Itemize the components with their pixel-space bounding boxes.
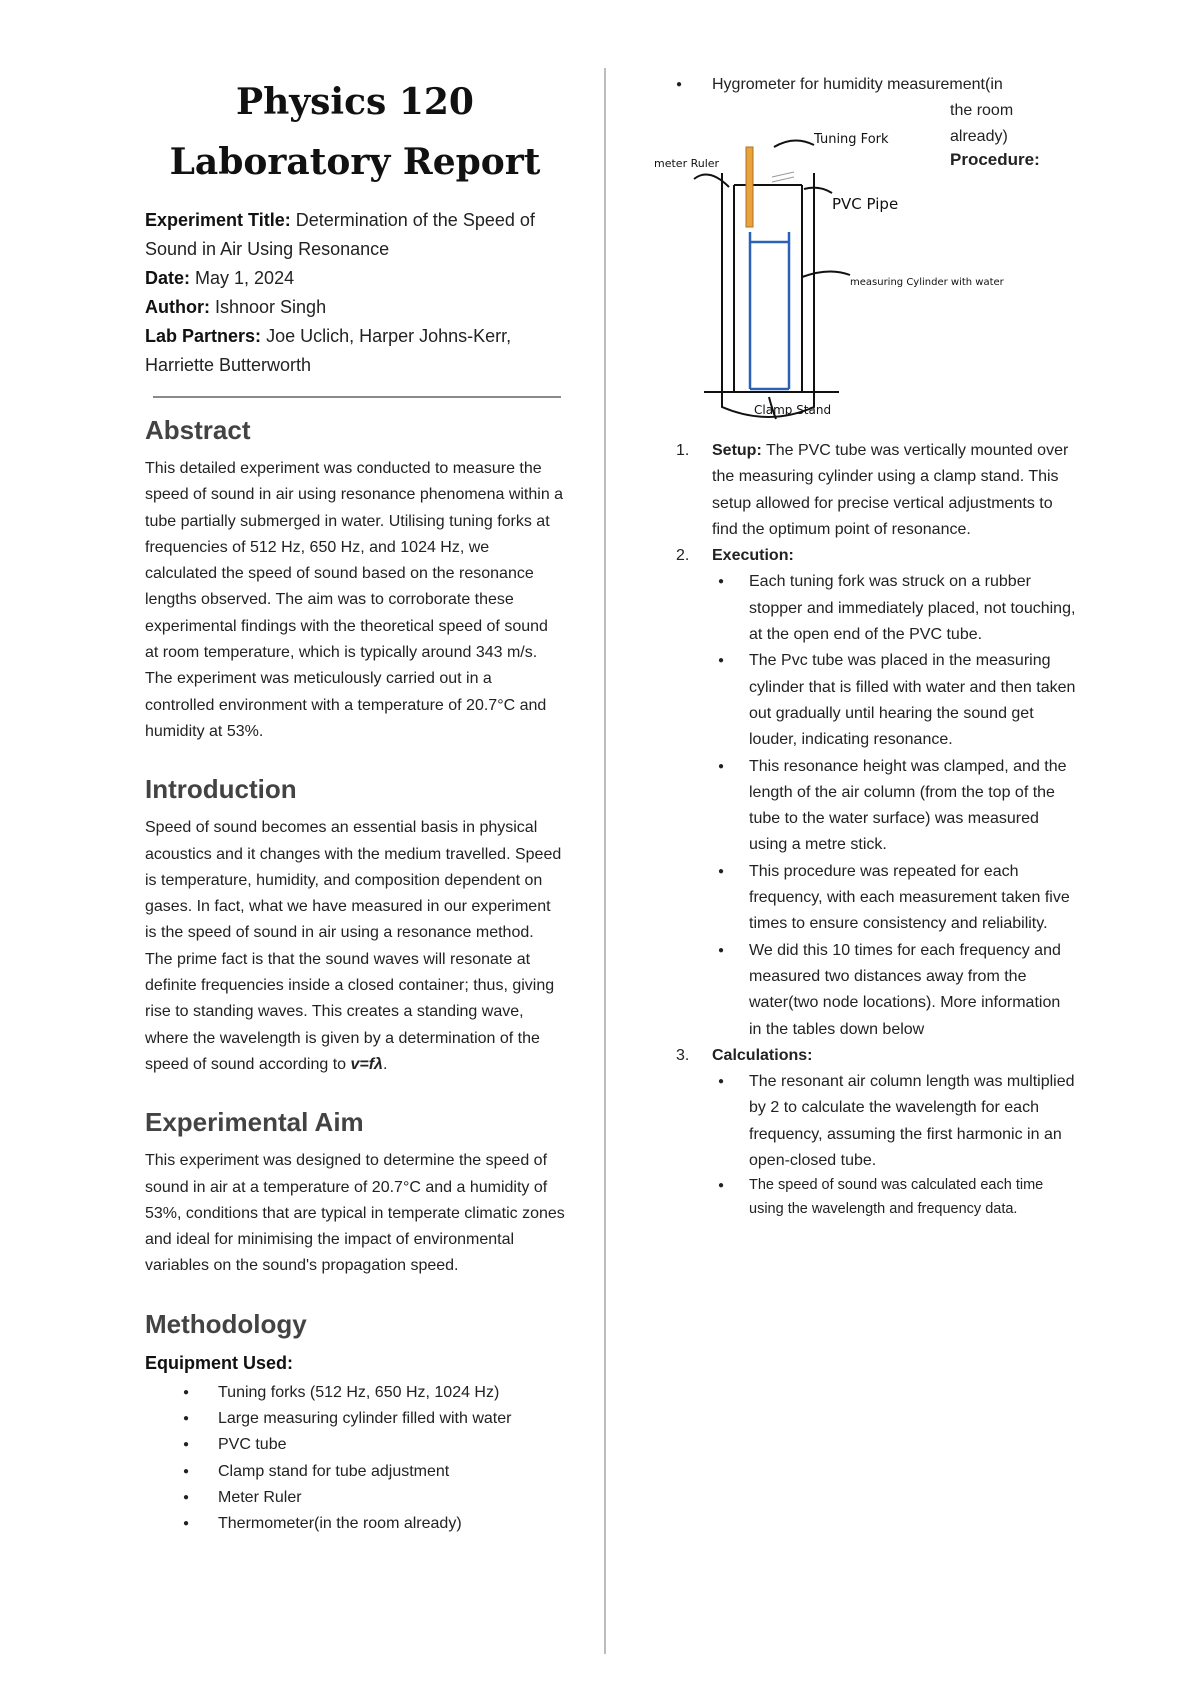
execution-bullet: ● This resonance height was clamped, and the length of the air column (from the top of the tube to the water surface) was measured using a metre stick. xyxy=(676,754,1076,859)
introduction-end: . xyxy=(382,1055,388,1073)
procedure-steps xyxy=(676,438,1076,1221)
experiment-title-line xyxy=(145,206,565,264)
left-column xyxy=(145,72,565,1538)
leader-pipe xyxy=(804,188,832,193)
equipment-item: ● Large measuring cylinder filled with water xyxy=(145,1406,565,1432)
introduction-text: Speed of sound becomes an essential basis in physical acoustics and it changes with the medium travelled. Speed is temperature, humidity, and composition dependent on gases. In fact, what we have measured in our experiment is the speed of sound in air using a resonance method. The prime fact is that the sound waves will resonate at definite frequencies inside a closed container; thus, giving rise to standing waves. This creates a standing wave, where the wavelength is given by a determination of the speed of sound according to xyxy=(145,819,562,1073)
abstract-text: This detailed experiment was conducted to measure the speed of sound in air using resonance phenomena within a tube partially submerged in water. Utilising tuning forks at frequencies of 512 Hz, 650 Hz, and 1024 Hz, we calculated the speed of sound based on the resonance lengths observed. The aim was to corroborate these experimental findings with the theoretical speed of sound at room temperature, which is typically around 343 m/s. The experiment was meticulously carried out in a controlled environment with a temperature of 20.7°C and humidity at 53%. xyxy=(145,460,564,740)
equipment-item-hygrometer: ● Hygrometer for humidity measurement(in xyxy=(676,72,1076,98)
methodology-section xyxy=(145,1306,565,1538)
experiment-title-label: Experiment Title: xyxy=(145,210,291,230)
experiment-title-value: Determination of the Speed of Sound in Air Using Resonance xyxy=(145,210,535,259)
execution-bullet: ● Each tuning fork was struck on a rubber stopper and immediately placed, not touching, at the open end of the PVC tube. xyxy=(676,569,1076,648)
step-label: Calculations: xyxy=(712,1046,813,1064)
calculation-bullet: ● The speed of sound was calculated each time using the wavelength and frequency data. xyxy=(676,1174,1076,1221)
header-rule xyxy=(153,396,561,398)
label-clamp-stand: Clamp Stand xyxy=(754,403,832,417)
fork-vibration-mark xyxy=(772,177,794,182)
fork-vibration-mark xyxy=(772,172,794,177)
introduction-paragraph xyxy=(145,815,565,1078)
execution-bullet: ● This procedure was repeated for each frequency, with each measurement taken five times to ensure consistency and reliability. xyxy=(676,859,1076,938)
execution-bullets xyxy=(712,569,1076,1042)
execution-bullet: ● We did this 10 times for each frequency and measured two distances away from the water(two node locations). More information in the tables down below xyxy=(676,938,1076,1043)
procedure-step-execution xyxy=(676,543,1076,1043)
author-line xyxy=(145,293,565,322)
leader-fork xyxy=(774,140,814,147)
author-label: Author: xyxy=(145,297,210,317)
introduction-section xyxy=(145,771,565,1078)
author-value: Ishnoor Singh xyxy=(215,297,327,317)
date-label: Date: xyxy=(145,268,191,288)
abstract-section xyxy=(145,412,565,745)
equipment-heading: Equipment Used: xyxy=(145,1352,294,1373)
execution-bullet: ● The Pvc tube was placed in the measuring cylinder that is filled with water and then taken out gradually until hearing the sound get louder, indicating resonance. xyxy=(676,648,1076,753)
label-tuning-fork: Tuning Fork xyxy=(814,132,889,147)
report-title: Physics 120 Laboratory Report xyxy=(169,81,541,183)
calculation-bullets xyxy=(712,1069,1076,1221)
tuning-fork-shape xyxy=(746,147,753,227)
partners-value: Joe Uclich, Harper Johns-Kerr, Harriette Butterworth xyxy=(145,326,512,375)
label-meter-ruler: meter Ruler xyxy=(654,157,720,170)
step-text: The PVC tube was vertically mounted over the measuring cylinder using a clamp stand. This setup allowed for precise vertical adjustments to find the optimum point of resonance. xyxy=(712,442,1069,538)
equipment-item: ● Tuning forks (512 Hz, 650 Hz, 1024 Hz) xyxy=(145,1380,565,1406)
step-label: Setup: xyxy=(712,442,762,459)
partners-line xyxy=(145,322,565,380)
aim-heading: Experimental Aim xyxy=(145,1107,364,1138)
step-label: Execution: xyxy=(712,547,794,565)
procedure-heading: Procedure: xyxy=(950,150,1040,169)
equipment-list xyxy=(145,1380,565,1538)
introduction-heading: Introduction xyxy=(145,774,297,805)
abstract-heading: Abstract xyxy=(145,415,251,445)
leader-ruler xyxy=(694,175,729,188)
equipment-item: ● Meter Ruler xyxy=(145,1485,565,1511)
measuring-cylinder-water xyxy=(750,232,789,389)
speed-formula: v=fλ xyxy=(350,1055,383,1073)
aim-section xyxy=(145,1104,565,1279)
methodology-heading: Methodology xyxy=(145,1308,307,1339)
right-column xyxy=(654,72,1076,1217)
report-meta xyxy=(145,206,565,380)
leader-cylinder xyxy=(802,271,850,277)
partners-label: Lab Partners: xyxy=(145,326,262,346)
step-number: 3. xyxy=(676,1046,690,1064)
equipment-item: ● Clamp stand for tube adjustment xyxy=(145,1459,565,1485)
step-number: 2. xyxy=(676,547,690,565)
label-measuring-cylinder: measuring Cylinder with water xyxy=(850,277,1004,288)
calculation-bullet: ● The resonant air column length was multiplied by 2 to calculate the wavelength for each frequency, assuming the first harmonic in an open-closed tube. xyxy=(676,1069,1076,1174)
aim-text: This experiment was designed to determine the speed of sound in air at a temperature of 20.7°C and a humidity of 53%, conditions that are typical in temperate climatic zones and ideal for minimising the impact of environmental variables on the sound's propagation speed. xyxy=(145,1152,565,1275)
step-number: 1. xyxy=(676,442,690,459)
hygrometer-continued: the room already) xyxy=(950,102,1014,145)
procedure-step-calculations xyxy=(676,1043,1076,1221)
date-value: May 1, 2024 xyxy=(195,268,295,288)
equipment-item: ● PVC tube xyxy=(145,1432,565,1458)
equipment-item: ● Thermometer(in the room already) xyxy=(145,1511,565,1537)
procedure-step-setup xyxy=(676,438,1076,543)
label-pvc-pipe: PVC Pipe xyxy=(832,195,899,213)
column-divider xyxy=(604,68,606,1654)
date-line xyxy=(145,264,565,293)
